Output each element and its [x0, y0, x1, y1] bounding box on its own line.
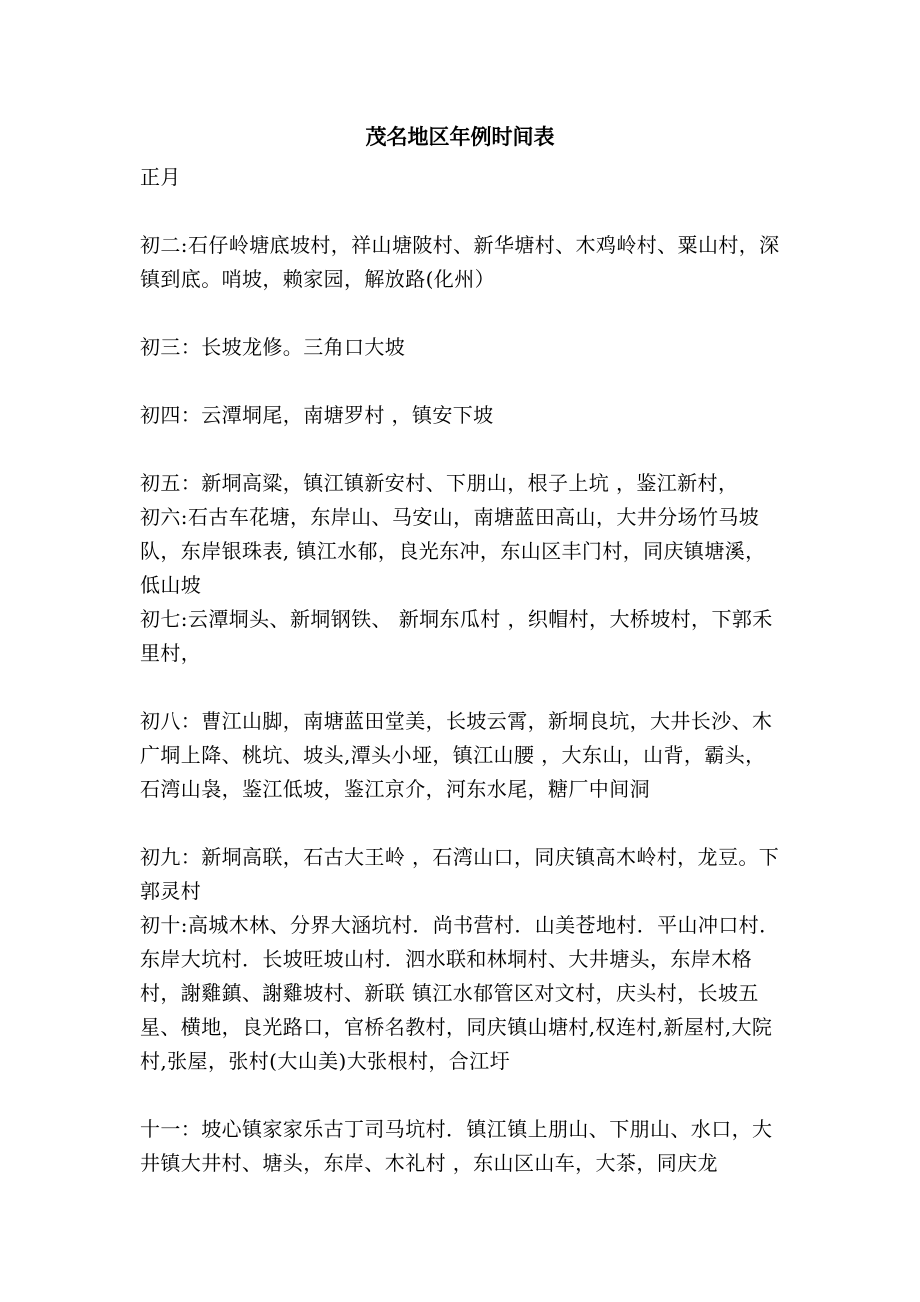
schedule-entry-day4: 初四：云潭垌尾，南塘罗村 ，镇安下坡: [140, 403, 494, 427]
schedule-entry-day8: 初八：曹江山脚，南塘蓝田堂美，长坡云霄，新垌良坑，大井长沙、木广垌上降、桃坑、坡头,潭头小垭，镇江山腰 ，大东山，山背，霸头，石湾山袅，鉴江低坡，鉴江京介，河东水尾，糖厂中间洞: [140, 709, 773, 801]
schedule-entry-day6: 初六:石古车花塘，东岸山、马安山，南塘蓝田高山，大井分场竹马坡队，东岸银珠表, 镇江水郁，良光东冲，东山区丰门村，同庆镇塘溪，低山坡: [140, 505, 766, 597]
schedule-entry-day11: 十一：坡心镇家家乐古丁司马坑村．镇江镇上朋山、下朋山、水口，大井镇大井村、塘头，东岸、木礼村 ，东山区山车，大茶，同庆龙: [140, 1117, 773, 1175]
paragraph-spacer: [140, 364, 785, 398]
paragraph-spacer: [140, 194, 785, 228]
paragraph-spacer: [140, 296, 785, 330]
paragraph-spacer: [140, 670, 785, 704]
schedule-entry-day2: 初二:石仔岭塘底坡村，祥山塘陂村、新华塘村、木鸡岭村、粟山村，深镇到底。哨坡，赖家园，解放路(化州）: [140, 233, 780, 291]
paragraph-spacer: [140, 806, 785, 840]
document-title: 茂名地区年例时间表: [365, 124, 555, 149]
month-heading: 正月: [140, 165, 181, 189]
paragraph-spacer: [140, 432, 785, 466]
schedule-entry-day5: 初五：新垌高粱，镇江镇新安村、下朋山，根子上坑 ，鉴江新村，: [140, 471, 739, 495]
schedule-entry-day10: 初十:高城木林、分界大涵坑村．尚书营村．山美苍地村．平山冲口村．东岸大坑村．长坡旺坡山村．泗水联和林垌村、大井塘头，东岸木格村，謝雞鎮、謝雞坡村、新联 镇江水郁管区对文村，庆头村，长坡五星、横地，良光路口，官桥名教村，同庆镇山塘村,权连村,新屋村,大院村,张屋，张村(大山美)大张根村，合江圩: [140, 913, 780, 1073]
schedule-entry-day3: 初三：长坡龙修。三角口大坡: [140, 335, 406, 359]
schedule-entry-day9: 初九：新垌高联，石古大王岭 ，石湾山口，同庆镇高木岭村，龙豆。下郭灵村: [140, 845, 780, 903]
document-body: [140, 160, 785, 1180]
paragraph-spacer: [140, 1078, 785, 1112]
schedule-entry-day7: 初七:云潭垌头、新垌钢铁、 新垌东瓜村 ，织帽村，大桥坡村，下郭禾里村，: [140, 607, 773, 665]
